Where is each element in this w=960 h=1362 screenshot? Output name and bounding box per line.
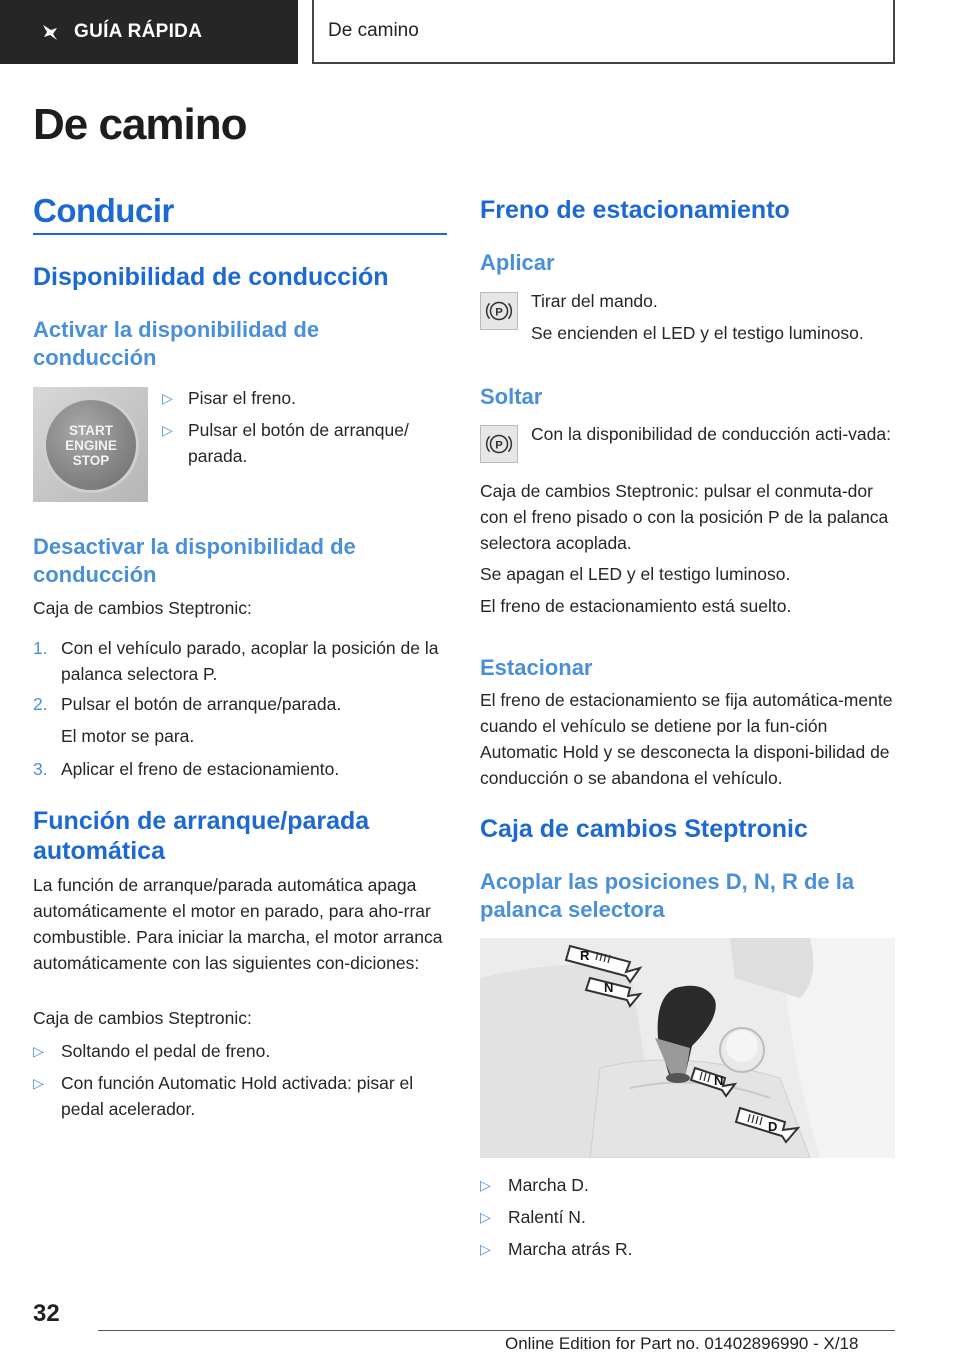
- heading-activate-readiness: Activar la disponibilidad de conducción: [33, 317, 320, 370]
- park-text: El freno de estacionamiento se fija automática-mente cuando el vehículo se detiene por la fun-ción Automatic Hold y se desconecta la disponi-bilidad de conducción o se abandona el vehículo.: [480, 690, 893, 788]
- list-item: ▷ Marcha D.: [480, 1172, 894, 1198]
- quick-guide-icon: [40, 22, 60, 42]
- list-item: 2. Pulsar el botón de arranque/parada.: [33, 694, 342, 714]
- heading-deactivate-readiness: Desactivar la disponibilidad de conducción: [33, 534, 356, 587]
- engine-label: ENGINE: [65, 437, 117, 453]
- bullet-triangle-icon: ▷: [33, 1075, 44, 1091]
- list-item: ▷ Ralentí N.: [480, 1204, 894, 1230]
- release-step-3: Se apagan el LED y el testigo luminoso.: [480, 564, 791, 584]
- section-label: GUÍA RÁPIDA: [74, 21, 203, 42]
- deactivate-intro: Caja de cambios Steptronic:: [33, 598, 252, 618]
- list-item: ▷ Pulsar el botón de arranque/ parada.: [162, 417, 442, 469]
- heading-auto-start-stop: Función de arranque/parada automática: [33, 807, 370, 865]
- release-step-2: Caja de cambios Steptronic: pulsar el conmuta-dor con el freno pisado o con la posición P de la palanca selectora acoplada.: [480, 481, 889, 553]
- heading-conducir: Conducir: [33, 192, 174, 229]
- apply-step-2: Se encienden el LED y el testigo luminoso.: [531, 323, 864, 343]
- page-number: 32: [33, 1300, 60, 1327]
- bullet-triangle-icon: ▷: [33, 1043, 44, 1059]
- gear-label-n-upper: N: [604, 980, 614, 995]
- list-item: El motor se para.: [61, 726, 195, 746]
- bullet-triangle-icon: ▷: [480, 1209, 491, 1225]
- apply-step-1: Tirar del mando.: [531, 291, 658, 311]
- bullet-triangle-icon: ▷: [480, 1177, 491, 1193]
- auto-start-stop-text: La función de arranque/parada automática apaga automáticamente el motor en parado, para aho-rrar combustible. Para iniciar la marcha, el motor arranca automáticamente con las siguientes con-diciones:: [33, 875, 443, 973]
- stop-label: STOP: [72, 452, 110, 468]
- bullet-triangle-icon: ▷: [480, 1241, 491, 1257]
- parking-brake-icon: [480, 292, 518, 330]
- heading-park: Estacionar: [480, 655, 593, 680]
- section-tab[interactable]: [0, 0, 298, 64]
- list-item: ▷ Pisar el freno.: [162, 385, 442, 411]
- release-step-1: Con la disponibilidad de conducción acti-vada:: [531, 424, 891, 444]
- start-label: START: [69, 422, 113, 438]
- list-item: 1. Con el vehículo parado, acoplar la posición de la palanca selectora P.: [33, 638, 439, 684]
- auto-intro: Caja de cambios Steptronic:: [33, 1008, 252, 1028]
- svg-text:P: P: [495, 306, 503, 319]
- start-stop-button: [43, 397, 139, 493]
- heading-apply: Aplicar: [480, 250, 555, 275]
- heading-driving-readiness: Disponibilidad de conducción: [33, 263, 389, 291]
- start-stop-button-image: [33, 387, 148, 502]
- chapter-tab[interactable]: [312, 0, 895, 64]
- heading-steptronic: Caja de cambios Steptronic: [480, 815, 808, 843]
- gear-label-r: R: [580, 948, 590, 963]
- bullet-triangle-icon: ▷: [162, 422, 173, 438]
- list-item: 3. Aplicar el freno de estacionamiento.: [33, 759, 340, 779]
- list-item: ▷ Con función Automatic Hold activada: pisar el pedal acelerador.: [33, 1070, 447, 1122]
- heading-parking-brake: Freno de estacionamiento: [480, 196, 790, 224]
- chapter-label: De camino: [328, 20, 419, 41]
- heading-rule: [33, 233, 447, 235]
- release-step-4: El freno de estacionamiento está suelto.: [480, 596, 792, 616]
- list-item: ▷ Marcha atrás R.: [480, 1236, 894, 1262]
- gear-selector-image: [480, 938, 895, 1158]
- edition-text: Online Edition for Part no. 01402896990 - X/18: [505, 1334, 859, 1353]
- heading-engage-positions: Acoplar las posiciones D, N, R de la palanca selectora: [480, 869, 855, 922]
- page-title: De camino: [33, 100, 247, 149]
- parking-brake-icon: [480, 425, 518, 463]
- list-item: ▷ Soltando el pedal de freno.: [33, 1038, 447, 1064]
- gear-label-n-lower: N: [714, 1073, 724, 1088]
- svg-text:P: P: [495, 439, 503, 452]
- gear-label-d: D: [768, 1119, 778, 1134]
- heading-release: Soltar: [480, 384, 543, 409]
- bullet-triangle-icon: ▷: [162, 390, 173, 406]
- footer-rule: [98, 1330, 895, 1331]
